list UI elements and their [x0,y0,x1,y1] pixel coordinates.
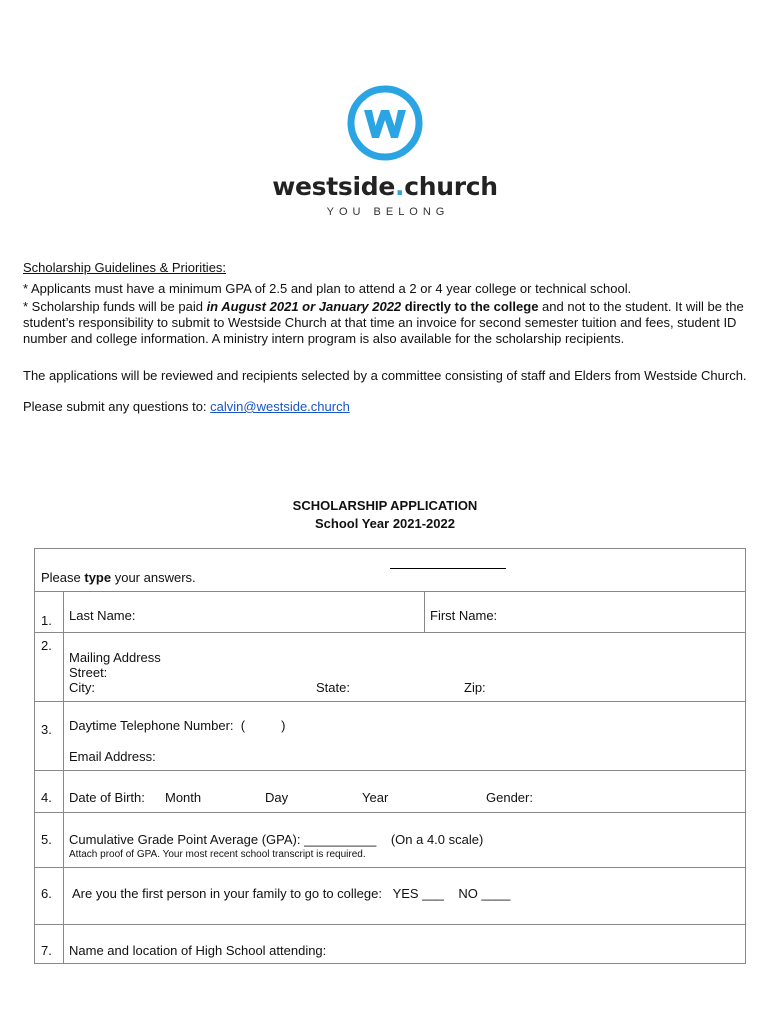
gender-field[interactable]: Gender: [486,790,533,805]
guideline-gpa: * Applicants must have a minimum GPA of 2.5 and plan to attend a 2 or 4 year college or technical school. [23,281,632,296]
form-row-address [35,632,745,702]
dob-label: Date of Birth: [69,790,145,805]
form-row-contact [35,701,745,771]
column-divider [424,591,425,632]
city-field[interactable]: City: [69,680,95,695]
form-row-first-gen [35,867,745,925]
state-field[interactable]: State: [316,680,350,695]
questions-label: Please submit any questions to: [23,399,211,414]
questions-email-link[interactable]: calvin@westside.church [210,399,350,414]
westside-logo-icon [346,84,424,162]
brand-name-main: westside [272,172,396,201]
brand-name [0,174,770,200]
logo [0,84,770,218]
last-name-field[interactable]: Last Name: [69,608,136,623]
first-name-field[interactable]: First Name: [430,608,498,623]
guideline-funds-college: directly to the college [401,299,539,314]
review-text: The applications will be reviewed and recipients selected by a committee consisting of staff and Elders from Westside Church. [23,368,747,383]
email-field[interactable]: Email Address: [69,749,156,764]
row-number: 1. [35,591,64,632]
guideline-funds-a: * Scholarship funds will be paid [23,299,207,314]
form-row-gpa [35,812,745,868]
gpa-field[interactable]: Cumulative Grade Point Average (GPA): __________ (On a 4.0 scale) [69,832,484,847]
guideline-funds [23,299,749,347]
questions-line [23,399,749,415]
brand-name-dot: . [395,172,405,201]
row-number: 7. [35,924,64,963]
street-field[interactable]: Street: [69,665,108,680]
form-title-line2: School Year 2021-2022 [315,516,455,531]
application-form [34,548,746,964]
guideline-funds-rest: and not to the student. It will be the student’s responsibility to submit to Westside Church at that time an invoice for second semester tuition and fees, student ID number and college information. A ministry intern program is also available for the scholarship recipients. [23,299,744,346]
dob-month-field[interactable]: Month [165,790,202,805]
row-number: 3. [35,701,64,770]
phone-field[interactable]: Daytime Telephone Number: ( ) [69,718,286,733]
gpa-note: Attach proof of GPA. Your most recent school transcript is required. [69,849,366,860]
guideline-funds-dates: in August 2021 or January 2022 [206,299,402,314]
high-school-field[interactable]: Name and location of High School attending: [69,943,327,958]
guidelines-heading: Scholarship Guidelines & Priorities: [23,260,227,275]
row-number: 4. [35,770,64,812]
zip-field[interactable]: Zip: [464,680,486,695]
form-instruction: Please type your answers. [41,570,196,585]
underline-rule [390,568,506,569]
form-title [0,497,770,533]
first-gen-question[interactable]: Are you the first person in your family to go to college: YES ___ NO ____ [72,886,511,901]
brand-tagline: YOU BELONG [326,206,450,218]
form-row-name [35,591,745,633]
mailing-address-label: Mailing Address [69,650,161,665]
form-title-line1: SCHOLARSHIP APPLICATION [292,498,478,513]
form-row-birth [35,770,745,813]
row-number: 2. [35,632,64,701]
dob-year-field[interactable]: Year [362,790,389,805]
row-number: 6. [35,867,64,924]
brand-name-suffix: church [404,172,498,201]
form-row-high-school [35,924,745,963]
row-number: 5. [35,812,64,867]
dob-day-field[interactable]: Day [265,790,289,805]
form-instruction-row [35,549,745,592]
guidelines-section [23,260,749,415]
